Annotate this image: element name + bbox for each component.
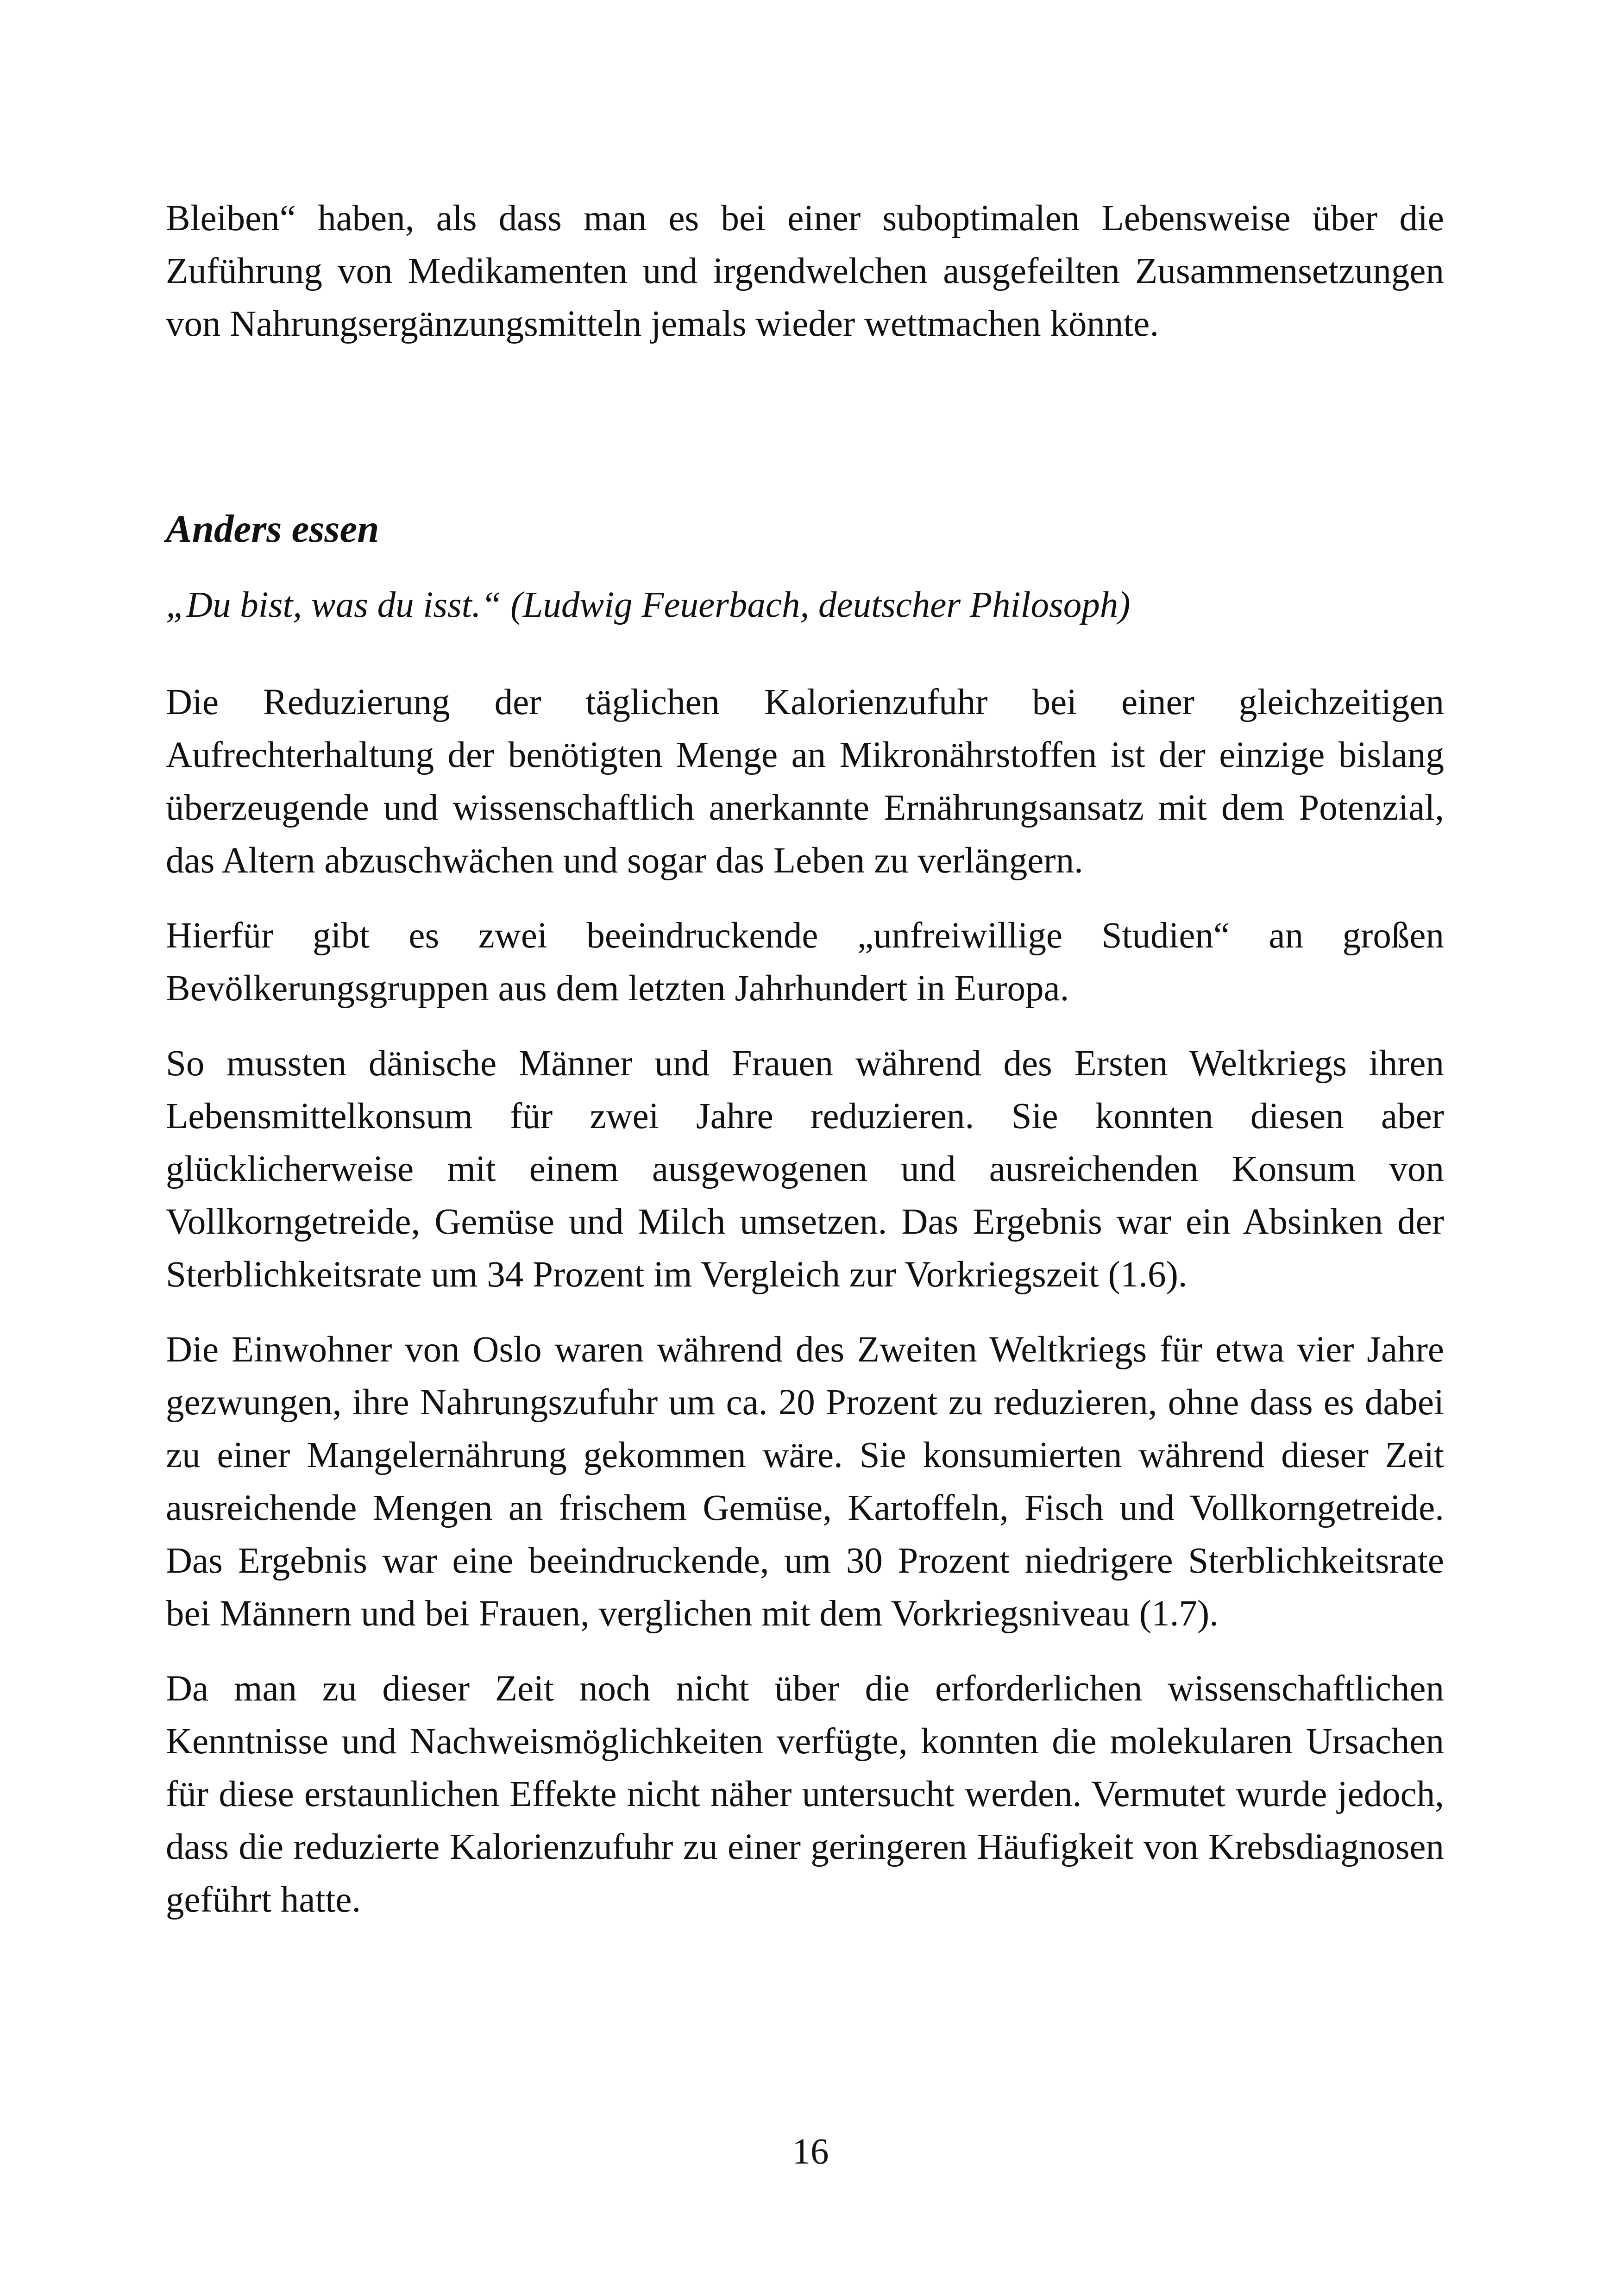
intro-block <box>166 192 1444 351</box>
section-body <box>166 676 1444 1926</box>
epigraph-quote: „Du bist, was du isst.“ (Ludwig Feuerbach, deutscher Philosoph) <box>166 585 1131 625</box>
body-paragraph: So mussten dänische Männer und Frauen während des Ersten Weltkriegs ihren Lebensmittelkonsum für zwei Jahre reduzieren. Sie konnten diesen aber glücklicherweise mit einem ausgewogenen und ausreichenden Konsum von Vollkorngetreide, Gemüse und Milch umsetzen. Das Ergebnis war ein Absinken der Sterblichkeitsrate um 34 Prozent im Vergleich zur Vorkriegszeit (1.6). <box>166 1043 1444 1295</box>
body-paragraph: Die Reduzierung der täglichen Kalorienzufuhr bei einer gleichzeitigen Aufrechterhaltung der benötigten Menge an Mikronährstoffen ist der einzige bislang überzeugende und wissenschaftlich anerkannte Ernährungsansatz mit dem Potenzial, das Altern abzuschwächen und sogar das Leben zu verlängern. <box>166 682 1444 881</box>
body-paragraph: Die Einwohner von Oslo waren während des Zweiten Weltkriegs für etwa vier Jahre gezwungen, ihre Nahrungszufuhr um ca. 20 Prozent zu reduzieren, ohne dass es dabei zu einer Mangelernährung gekommen wäre. Sie konsumierten während dieser Zeit ausreichende Mengen an frischem Gemüse, Kartoffeln, Fisch und Vollkorngetreide. Das Ergebnis war eine beeindruckende, um 30 Prozent niedrigere Sterblichkeitsrate bei Männern und bei Frauen, verglichen mit dem Vorkriegsniveau (1.7). <box>166 1330 1444 1634</box>
page-number: 16 <box>792 2132 829 2172</box>
section-heading: Anders essen <box>166 507 379 551</box>
intro-paragraph: Bleiben“ haben, als dass man es bei einer suboptimalen Lebensweise über die Zuführung von Medikamenten und irgendwelchen ausgefeilten Zusammensetzungen von Nahrungsergänzungsmitteln jemals wieder wettmachen könnte. <box>166 198 1444 344</box>
body-paragraph: Da man zu dieser Zeit noch nicht über die erforderlichen wissenschaftlichen Kenntnisse und Nachweismöglichkeiten verfügte, konnten die molekularen Ursachen für diese erstaunlichen Effekte nicht näher untersucht werden. Vermutet wurde jedoch, dass die reduzierte Kalorienzufuhr zu einer geringeren Häufigkeit von Krebsdiagnosen geführt hatte. <box>166 1669 1444 1920</box>
body-paragraph: Hierfür gibt es zwei beeindruckende „unfreiwillige Studien“ an großen Bevölkerungsgruppen aus dem letzten Jahrhundert in Europa. <box>166 916 1444 1009</box>
